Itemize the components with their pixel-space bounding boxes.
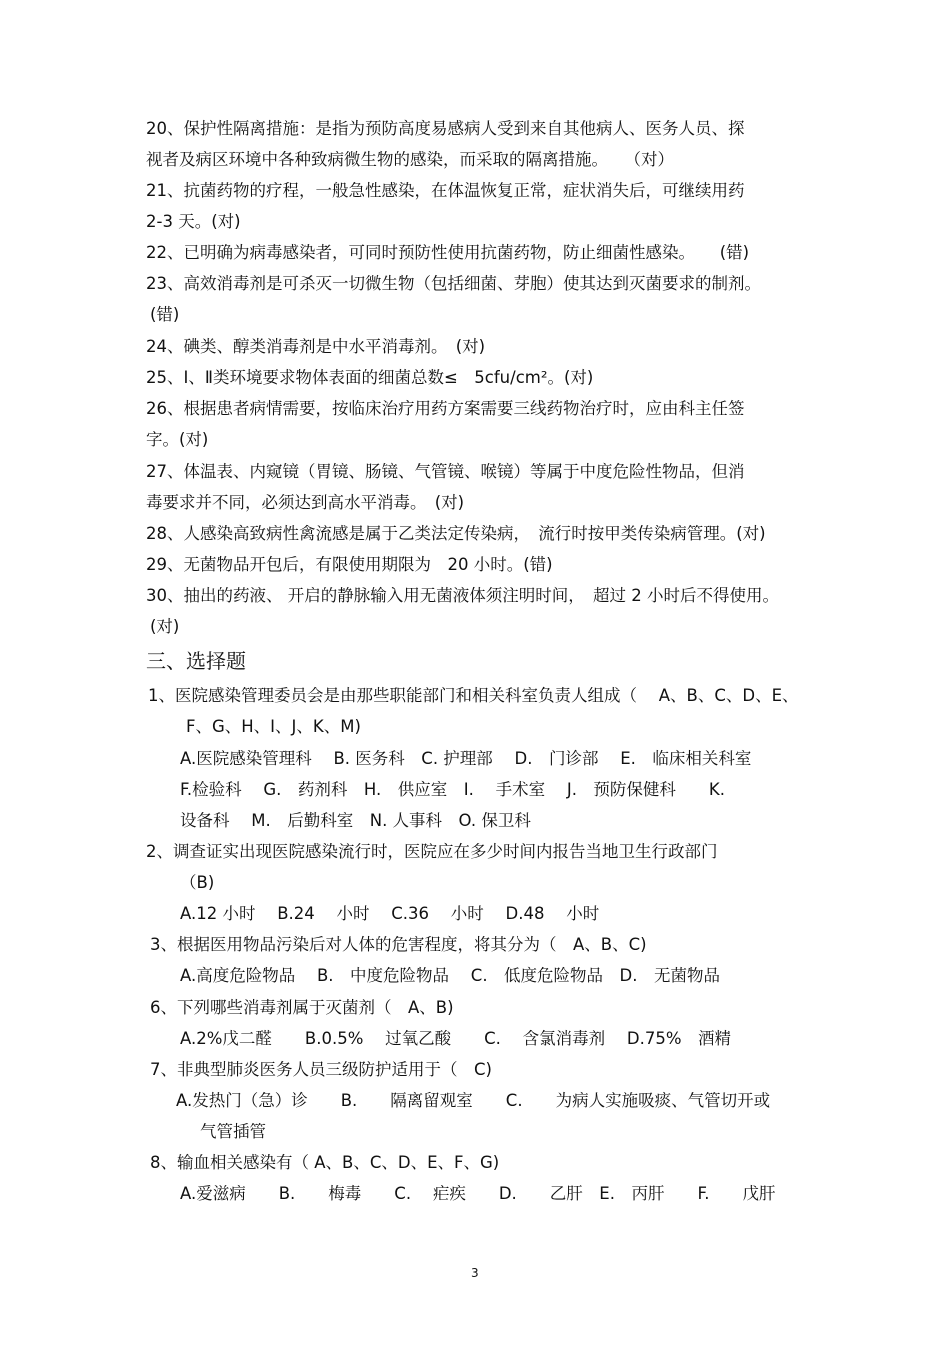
choice-6-options: A.2%戊二醛 B.0.5% 过氧乙酸 C. 含氯消毒剂 D.75% 酒精 <box>180 1029 732 1048</box>
choice-1-options-3: 设备科 M. 后勤科室 N. 人事科 O. 保卫科 <box>180 811 531 830</box>
section-title: 三、选择题 <box>146 649 246 673</box>
choice-2-line-2: （B) <box>180 873 215 892</box>
question-27-line-2: 毒要求并不同，必须达到高水平消毒。 (对) <box>146 493 465 512</box>
question-30-line-2: (对) <box>150 617 180 636</box>
question-21-line-2: 2-3 天。(对) <box>146 212 241 231</box>
question-22: 22、已明确为病毒感染者，可同时预防性使用抗菌药物，防止细菌性感染。 (错) <box>146 243 750 262</box>
choice-7-options-1: A.发热门（急）诊 B. 隔离留观室 C. 为病人实施吸痰、气管切开或 <box>176 1091 771 1110</box>
choice-7-options-2: 气管插管 <box>200 1122 266 1141</box>
question-29: 29、无菌物品开包后，有限使用期限为 20 小时。(错) <box>146 555 553 574</box>
page-number: 3 <box>471 1266 479 1280</box>
question-28: 28、人感染高致病性禽流感是属于乙类法定传染病， 流行时按甲类传染病管理。(对) <box>146 524 766 543</box>
question-27-line-1: 27、体温表、内窥镜（胃镜、肠镜、气管镜、喉镜）等属于中度危险性物品，但消 <box>146 462 745 481</box>
question-23-line-1: 23、高效消毒剂是可杀灭一切微生物（包括细菌、芽胞）使其达到灭菌要求的制剂。 <box>146 274 761 293</box>
choice-3-options: A.高度危险物品 B. 中度危险物品 C. 低度危险物品 D. 无菌物品 <box>180 966 721 985</box>
choice-1-line-2: F、G、H、I、J、K、M) <box>186 717 361 736</box>
choice-8-options: A.爱滋病 B. 梅毒 C. 疟疾 D. 乙肝 E. 丙肝 F. 戊肝 <box>180 1184 776 1203</box>
choice-1-options-1: A.医院感染管理科 B. 医务科 C. 护理部 D. 门诊部 E. 临床相关科室 <box>180 749 752 768</box>
choice-6: 6、下列哪些消毒剂属于灭菌剂（ A、B) <box>150 998 454 1017</box>
question-30-line-1: 30、抽出的药液、 开启的静脉输入用无菌液体须注明时间， 超过 2 小时后不得使用。 <box>146 586 779 605</box>
question-25: 25、Ⅰ、Ⅱ类环境要求物体表面的细菌总数≤ 5cfu/cm²。(对) <box>146 368 594 387</box>
choice-1-line-1: 1、医院感染管理委员会是由那些职能部门和相关科室负责人组成（ A、B、C、D、E、 <box>148 686 799 705</box>
question-24: 24、碘类、醇类消毒剂是中水平消毒剂。 (对) <box>146 337 486 356</box>
question-26-line-1: 26、根据患者病情需要，按临床治疗用药方案需要三线药物治疗时，应由科主任签 <box>146 399 745 418</box>
question-20-line-1: 20、保护性隔离措施：是指为预防高度易感病人受到来自其他病人、医务人员、探 <box>146 119 745 138</box>
choice-1-options-2: F.检验科 G. 药剂科 H. 供应室 I. 手术室 J. 预防保健科 K. <box>180 780 725 799</box>
choice-3: 3、根据医用物品污染后对人体的危害程度，将其分为（ A、B、C) <box>150 935 647 954</box>
question-23-line-2: (错) <box>150 305 180 324</box>
choice-8: 8、输血相关感染有（ A、B、C、D、E、F、G) <box>150 1153 500 1172</box>
question-21-line-1: 21、抗菌药物的疗程，一般急性感染，在体温恢复正常，症状消失后，可继续用药 <box>146 181 745 200</box>
choice-7: 7、非典型肺炎医务人员三级防护适用于（ C) <box>150 1060 492 1079</box>
question-26-line-2: 字。(对) <box>146 430 209 449</box>
choice-2-options: A.12 小时 B.24 小时 C.36 小时 D.48 小时 <box>180 904 600 923</box>
choice-2-line-1: 2、调查证实出现医院感染流行时，医院应在多少时间内报告当地卫生行政部门 <box>146 842 718 861</box>
question-20-line-2: 视者及病区环境中各种致病微生物的感染，而采取的隔离措施。 （对） <box>146 150 674 169</box>
